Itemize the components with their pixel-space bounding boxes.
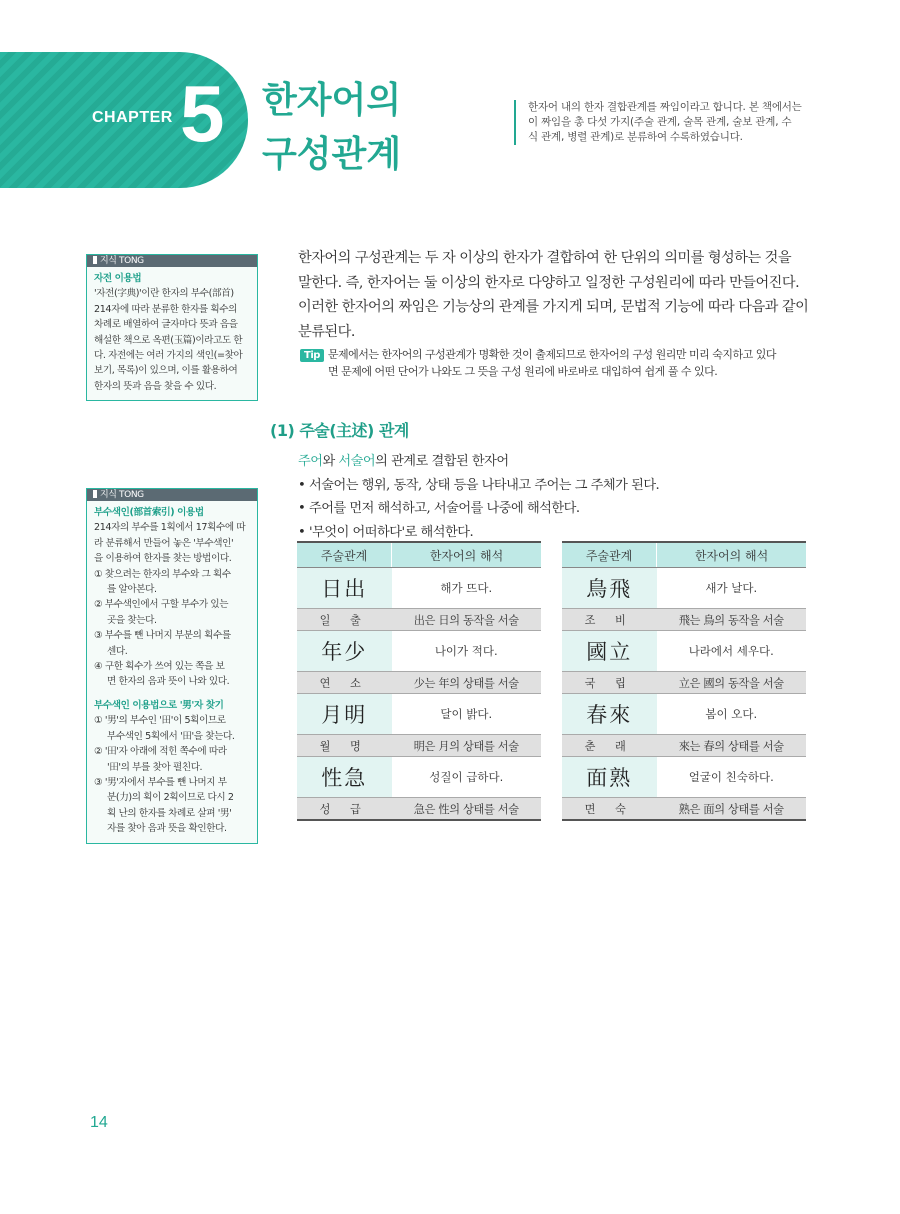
step-item — [94, 597, 250, 628]
structure-note: 立은 國의 동작을 서술 — [657, 672, 807, 694]
hanja-word: 月明 — [297, 694, 392, 735]
bullet-item: • '무엇이 어떠하다'로 해석한다. — [298, 524, 474, 540]
step-line: 자를 찾아 음과 뜻을 확인한다. — [107, 823, 227, 835]
para-line: 이러한 한자어의 짜임은 기능상의 관계를 가지게 되며, 문법적 기능에 따라 다음과 같이 — [298, 299, 809, 315]
para-line: 말한다. 즉, 한자어는 둘 이상의 한자로 다양하고 일정한 구성원리에 따라 만들어진다. — [298, 274, 800, 291]
chapter-title-line2: 구성관계 — [262, 134, 402, 175]
word-reading: 연 소 — [297, 672, 392, 694]
subject-term: 주어 — [298, 454, 323, 469]
box-line: 라 분류해서 만들어 놓은 '부수색인' — [94, 537, 234, 549]
table-header-row — [297, 542, 541, 568]
step-line: ① '男'의 부수인 '田'이 5획이므로 — [94, 715, 226, 727]
knowledge-box-tab — [87, 489, 257, 501]
box-subtitle: 자전 이용법 — [94, 273, 142, 284]
word-reading: 국 립 — [562, 672, 657, 694]
word-meaning: 봄이 오다. — [705, 707, 758, 721]
word-meaning: 나이가 적다. — [434, 644, 498, 658]
word-meaning: 얼굴이 친숙하다. — [688, 770, 774, 784]
bullet-item: • 주어를 먼저 해석하고, 서술어를 나중에 해석한다. — [298, 501, 580, 516]
step-item — [94, 775, 250, 837]
def-text: 의 관계로 결합된 한자어 — [375, 454, 509, 469]
intro-line: 한자어 내의 한자 결합관계를 짜임이라고 합니다. 본 책에서는 — [528, 101, 802, 113]
table-row — [297, 631, 541, 672]
hanja-word: 年少 — [297, 631, 392, 672]
definition-block — [298, 450, 818, 544]
bullet-item: • 서술어는 행위, 동작, 상태 등을 나타내고 주어는 그 주체가 된다. — [298, 477, 660, 493]
word-meaning: 새가 날다. — [705, 581, 758, 595]
intro-line: 식 관계, 병렬 관계)로 분류하여 수록하였습니다. — [528, 131, 743, 143]
table-row — [562, 631, 806, 672]
table-row — [297, 568, 541, 609]
structure-note: 熟은 面의 상태를 서술 — [657, 798, 807, 821]
word-reading: 성 급 — [297, 798, 392, 821]
chapter-intro — [514, 100, 830, 145]
reading-row — [297, 735, 541, 757]
step-line: 센다. — [107, 645, 128, 657]
reading-row — [562, 609, 806, 631]
example-table-left — [297, 541, 541, 821]
box-line: 차례로 배열하여 글자마다 뜻과 음을 — [94, 319, 238, 331]
step-line: ③ '男'자에서 부수를 뺀 나머지 부 — [94, 776, 227, 788]
box-line: 다. 자전에는 여러 가지의 색인(=찾아 — [94, 350, 243, 362]
word-meaning: 나라에서 세우다. — [688, 644, 774, 658]
structure-note: 明은 月의 상태를 서술 — [392, 735, 542, 757]
reading-row — [562, 798, 806, 821]
step-line: 분(力)의 획이 2획이므로 다시 2 — [107, 792, 234, 804]
section-title: (1) 주술(主述) 관계 — [270, 421, 409, 440]
reading-row — [297, 798, 541, 821]
step-line: ① 찾으려는 한자의 부수와 그 획수 — [94, 568, 231, 580]
box-line: '자전(字典)'이란 한자의 부수(部首) — [94, 288, 234, 300]
structure-note: 急은 性의 상태를 서술 — [392, 798, 542, 821]
table-row — [297, 757, 541, 798]
reading-row — [562, 672, 806, 694]
table-row — [562, 568, 806, 609]
box-line: 해설한 책으로 옥편(玉篇)이라고도 한 — [94, 334, 243, 346]
step-item — [94, 659, 250, 690]
word-reading: 춘 래 — [562, 735, 657, 757]
example-table-right — [562, 541, 806, 821]
box-subtitle: 부수색인(部首索引) 이용법 — [94, 507, 204, 518]
box-line: 214자의 부수를 1획에서 17획수에 따 — [94, 522, 246, 534]
hanja-word: 春來 — [562, 694, 657, 735]
chapter-label: CHAPTER — [92, 109, 173, 126]
word-reading: 일 출 — [297, 609, 392, 631]
tip-line: 면 문제에 어떤 단어가 나와도 그 뜻을 구성 원리에 바로바로 대입하여 쉽게 풀 수 있다. — [328, 365, 718, 378]
step-line: ② '田'자 아래에 적힌 쪽수에 따라 — [94, 746, 227, 758]
table-header-row — [562, 542, 806, 568]
hanja-word: 性急 — [297, 757, 392, 798]
hanja-word: 面熟 — [562, 757, 657, 798]
knowledge-box-tab — [87, 255, 257, 267]
step-item — [94, 628, 250, 659]
tab-label: 지식 TONG — [100, 256, 144, 266]
tab-label: 지식 TONG — [100, 490, 144, 500]
chapter-title — [262, 74, 482, 182]
reading-row — [562, 735, 806, 757]
reading-row — [297, 609, 541, 631]
hanja-word: 日出 — [297, 568, 392, 609]
word-reading: 조 비 — [562, 609, 657, 631]
word-reading: 면 숙 — [562, 798, 657, 821]
table-row — [562, 694, 806, 735]
table-row — [562, 757, 806, 798]
chapter-title-line1: 한자어의 — [262, 80, 402, 121]
structure-note: 來는 春의 상태를 서술 — [657, 735, 807, 757]
step-line: 곳을 찾는다. — [107, 614, 157, 626]
box-line: 214자에 따라 분류한 한자를 획수의 — [94, 303, 237, 315]
hanja-word: 鳥飛 — [562, 568, 657, 609]
box-line: 한자의 뜻과 음을 찾을 수 있다. — [94, 380, 217, 392]
para-line: 한자어의 구성관계는 두 자 이상의 한자가 결합하여 한 단위의 의미를 형성하는 것을 — [298, 250, 792, 266]
tip-line: 문제에서는 한자어의 구성관계가 명확한 것이 출제되므로 한자어의 구성 원리만 미리 숙지하고 있다 — [327, 348, 777, 361]
step-line: ④ 구한 획수가 쓰여 있는 쪽을 보 — [94, 661, 225, 673]
structure-note: 飛는 鳥의 동작을 서술 — [657, 609, 807, 631]
knowledge-box-dictionary — [86, 254, 258, 401]
structure-note: 出은 日의 동작을 서술 — [392, 609, 542, 631]
step-line: '田'의 부를 찾아 펼친다. — [107, 761, 203, 773]
def-text: 와 — [322, 454, 339, 469]
step-line: 획 난의 한자를 차례로 살펴 '男' — [107, 807, 232, 819]
step-item — [94, 567, 250, 598]
column-header: 한자어의 해석 — [657, 542, 807, 568]
definition-line — [298, 450, 818, 474]
intro-line: 이 짜임을 총 다섯 가지(주술 관계, 술목 관계, 술보 관계, 수 — [528, 116, 792, 128]
column-header: 주술관계 — [562, 542, 657, 568]
step-item — [94, 713, 250, 744]
word-meaning: 성질이 급하다. — [429, 770, 504, 784]
step-line: ③ 부수를 뺀 나머지 부분의 획수를 — [94, 630, 231, 642]
word-meaning: 해가 뜨다. — [440, 581, 493, 595]
structure-note: 少는 年의 상태를 서술 — [392, 672, 542, 694]
box-subtitle: 부수색인 이용법으로 '男'자 찾기 — [94, 699, 224, 711]
box-line: 을 이용하여 한자를 찾는 방법이다. — [94, 553, 232, 565]
step-line: 면 한자의 음과 뜻이 나와 있다. — [107, 676, 230, 688]
word-reading: 월 명 — [297, 735, 392, 757]
hanja-word: 國立 — [562, 631, 657, 672]
reading-row — [297, 672, 541, 694]
box-line: 보기, 목록)이 있으며, 이를 활용하여 — [94, 365, 238, 377]
knowledge-box-radical-index — [86, 488, 258, 844]
tip-badge: Tip — [300, 349, 324, 362]
page-number: 14 — [90, 1114, 108, 1131]
square-bullet-icon — [93, 490, 97, 498]
column-header: 한자어의 해석 — [392, 542, 542, 568]
para-line: 분류된다. — [298, 323, 355, 340]
step-line: 부수색인 5획에서 '田'을 찾는다. — [107, 730, 235, 742]
predicate-term: 서술어 — [338, 454, 376, 469]
main-paragraph — [298, 246, 818, 344]
step-line: ② 부수색인에서 구할 부수가 있는 — [94, 599, 229, 611]
step-item — [94, 744, 250, 775]
table-row — [297, 694, 541, 735]
word-meaning: 달이 밝다. — [440, 707, 493, 721]
step-line: 를 알아본다. — [107, 584, 157, 596]
tip-note — [300, 346, 820, 380]
chapter-number: 5 — [180, 69, 225, 158]
column-header: 주술관계 — [297, 542, 392, 568]
square-bullet-icon — [93, 256, 97, 264]
